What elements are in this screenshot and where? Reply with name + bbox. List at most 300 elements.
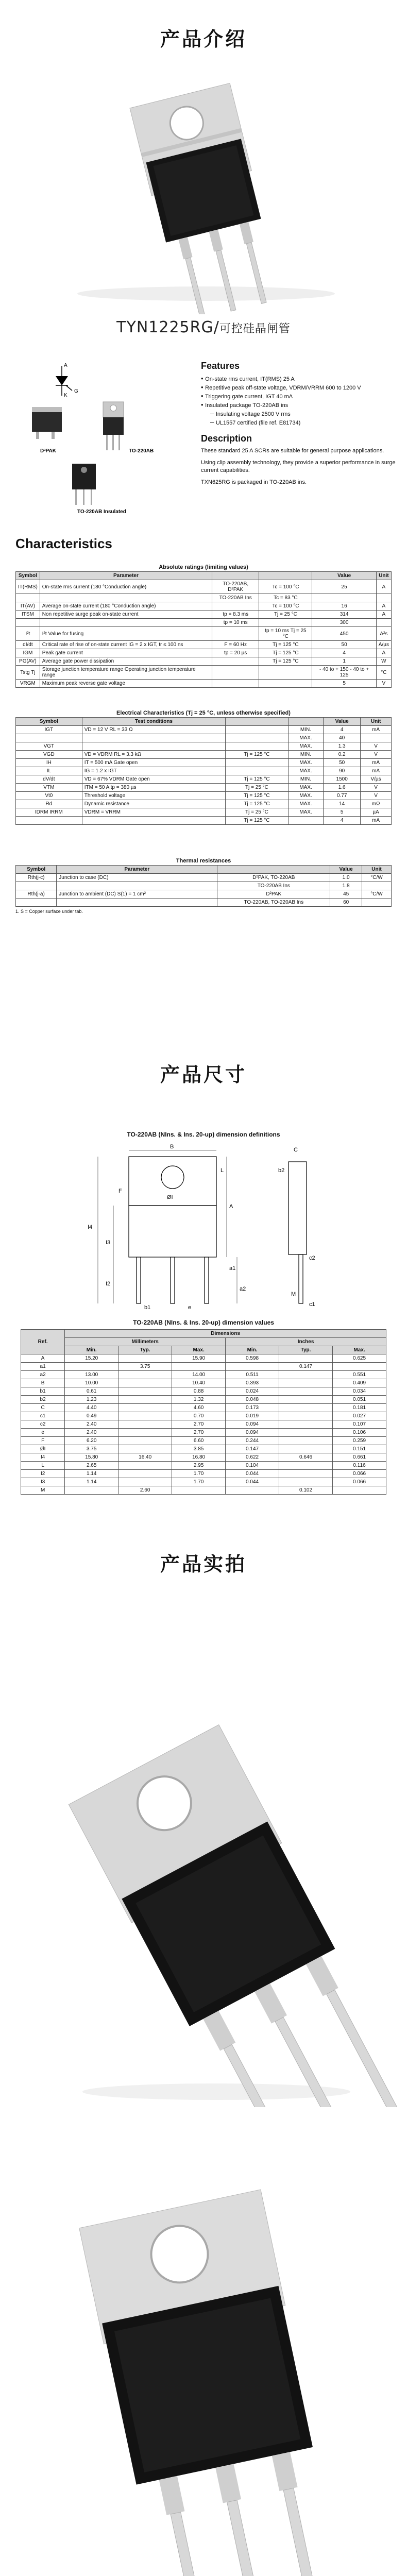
table-row [21,1412,386,1420]
table-row [16,874,392,882]
table-cell: 1.3 [324,742,361,751]
table-cell: 300 [312,619,376,627]
table-cell: Tj = 125 °C [226,792,289,800]
table-row [16,649,392,657]
abs-table [15,571,392,688]
table-cell [118,1478,172,1486]
table-cell: 14.00 [172,1371,226,1379]
dim-label-c: C [294,1147,298,1153]
table-cell: 16 [312,602,376,611]
table-row [21,1387,386,1396]
table-cell [16,594,40,602]
product-caption [0,318,407,336]
feature-item: • On-state rms current, IT(RMS) 25 A [201,375,397,383]
table-cell: PG(AV) [16,657,40,666]
scr-symbol [56,363,78,398]
caption-separator: / [213,318,219,336]
table-cell [212,666,259,680]
table-cell: MAX. [288,800,323,808]
table-cell: 1.8 [330,882,362,890]
table-cell: 0.393 [226,1379,279,1387]
table-cell: tp = 10 ms [212,619,259,627]
table-cell: I2 [21,1470,65,1478]
table-row [16,580,392,594]
table-cell: 10.00 [65,1379,118,1387]
characteristics-heading: Characteristics [15,536,112,551]
table-cell [226,1363,279,1371]
table-cell: 4.60 [172,1404,226,1412]
feature-subitem: – Insulating voltage 2500 V rms [201,410,397,418]
table-cell [333,1486,386,1495]
table-row [16,726,392,734]
table-cell: Non repetitive surge peak on-state current [40,611,212,619]
table-header-cell: Parameter [57,866,217,874]
table-cell: F = 60 Hz [212,641,259,649]
table-cell [376,619,391,627]
table-cell: 0.106 [333,1429,386,1437]
table-cell: A [376,602,391,611]
table-cell: 0.034 [333,1387,386,1396]
table-row [21,1478,386,1486]
table-cell: ITSM [16,611,40,619]
table-row [16,657,392,666]
photo-title: 产品实拍 [160,1553,247,1575]
table-cell [226,1486,279,1495]
table-cell: IH [16,759,82,767]
table-cell [212,602,259,611]
table-cell: Average on-state current (180 °Conduction angle) [40,602,212,611]
dimension-table [21,1329,386,1495]
table-cell: Dynamic resistance [82,800,225,808]
table-cell: 0.61 [65,1387,118,1396]
dpak-package-icon [32,407,62,454]
feature-item: • Repetitive peak off-state voltage, VDRM/VRRM 600 to 1200 V [201,383,397,392]
table-cell [118,1387,172,1396]
table-header-cell: Value [312,572,376,580]
table-cell: mA [361,726,392,734]
table-cell: VGT [16,742,82,751]
table-cell: Average gate power dissipation [40,657,212,666]
table-cell: VGD [16,751,82,759]
table-cell: VTM [16,784,82,792]
table-cell: MAX. [288,784,323,792]
table-row [16,767,392,775]
table-cell [279,1387,333,1396]
package-illustrations [21,361,160,515]
table-cell: A [376,580,391,594]
table-row [21,1379,386,1387]
table-cell [212,627,259,641]
table-cell: IT(AV) [16,602,40,611]
table-cell [279,1462,333,1470]
table-cell: 0.019 [226,1412,279,1420]
dim-label-l: L [221,1167,224,1174]
dim-ref-header: Ref. [21,1330,65,1354]
table-cell: Rd [16,800,82,808]
table-cell: I²t [16,627,40,641]
table-row [16,666,392,680]
table-row [16,800,392,808]
dim-col-header: Min. [226,1346,279,1354]
to220ab-label: TO-220AB [129,448,154,454]
size-section [0,1059,407,1087]
table-cell: 3.85 [172,1445,226,1453]
table-header-cell [217,866,330,874]
table-cell: tp = 20 µs [212,649,259,657]
table-cell: 0.77 [324,792,361,800]
table-cell: Tj = 25 °C [226,808,289,817]
table-cell [65,1363,118,1371]
dim-label-i2: I2 [106,1281,111,1287]
table-cell: °C [376,666,391,680]
table-cell: 1.0 [330,874,362,882]
table-cell: 0.104 [226,1462,279,1470]
table-cell: A [21,1354,65,1363]
table-cell: Tj = 125 °C [226,775,289,784]
table-cell [376,594,391,602]
description-paragraph: TXN625RG is packaged in TO-220AB ins. [201,479,307,485]
table-cell: A²s [376,627,391,641]
product-photo-real-2 [0,2138,407,2576]
symbol-a-label: A [64,363,67,368]
table-cell: IT(RMS) [16,580,40,594]
table-header-cell: Unit [376,572,391,580]
table-cell: 0.107 [333,1420,386,1429]
table-cell: 0.051 [333,1396,386,1404]
table-cell [172,1486,226,1495]
table-row [16,602,392,611]
feature-item: • Triggering gate current, IGT 40 mA [201,392,397,401]
table-cell: 3.75 [65,1445,118,1453]
symbol-k-label: K [64,393,67,398]
table-cell: VRGM [16,680,40,688]
intro-section [0,23,407,52]
dim-label-i3: I3 [106,1240,111,1246]
table-header-cell: Symbol [16,718,82,726]
to220ab-package-icon [103,402,154,454]
photo-section [0,1548,407,1577]
table-cell [118,1379,172,1387]
table-cell: C [21,1404,65,1412]
table-row [16,641,392,649]
table-cell: 1.14 [65,1478,118,1486]
features-block [201,361,397,490]
table-cell: Tj = 25 °C [226,784,289,792]
table-cell: Maximum peak reverse gate voltage [40,680,212,688]
table-row [16,734,392,742]
table-cell: I4 [21,1453,65,1462]
table-row [16,680,392,688]
table-cell: MAX. [288,742,323,751]
table-cell: V [361,751,392,759]
table-cell [288,817,323,825]
table-cell: V [361,784,392,792]
table-cell [40,594,212,602]
table-cell [259,680,312,688]
table-cell: L [21,1462,65,1470]
table-cell [40,619,212,627]
table-cell: 1.70 [172,1478,226,1486]
table-row [16,611,392,619]
table-cell: 0.551 [333,1371,386,1379]
table-cell: 0.116 [333,1462,386,1470]
table-header-cell [288,718,323,726]
table-cell [118,1420,172,1429]
table-cell: Junction to case (DC) [57,874,217,882]
table-row [21,1354,386,1363]
table-cell: mA [361,817,392,825]
dim-mm-header: Millimeters [65,1338,226,1346]
table-cell [212,657,259,666]
table-cell: 4 [324,817,361,825]
table-cell: 2.70 [172,1420,226,1429]
table-cell: On-state rms current (180 °Conduction angle) [40,580,212,594]
table-cell [118,1396,172,1404]
table-header-cell: Symbol [16,866,57,874]
table-cell: IGT [16,726,82,734]
table-row [16,594,392,602]
table-header-cell: Test conditions [82,718,225,726]
intro-title: 产品介绍 [160,28,247,50]
description-paragraph: These standard 25 A SCRs are suitable for general purpose applications. [201,448,384,454]
table-cell: 0.409 [333,1379,386,1387]
product-model-cn: 可控硅晶闸管 [219,323,291,335]
table-cell: 0.147 [226,1445,279,1453]
table-cell [362,899,391,907]
table-cell: V [376,680,391,688]
table-cell: 1 [312,657,376,666]
table-cell: A [376,649,391,657]
table-header-cell: Value [324,718,361,726]
table-row [21,1371,386,1379]
table-cell: Tc = 100 °C [259,602,312,611]
table-cell: W [376,657,391,666]
table-cell: 16.80 [172,1453,226,1462]
table-cell: mA [361,759,392,767]
table-cell: Tj = 125 °C [259,649,312,657]
table-cell [279,1437,333,1445]
table-cell [259,666,312,680]
table-cell: Peak gate current [40,649,212,657]
table-cell: 14 [324,800,361,808]
dim-label-b1: b1 [144,1304,151,1311]
table-cell: b1 [21,1387,65,1396]
table-cell: Rth(j-a) [16,890,57,899]
table-cell: 0.173 [226,1404,279,1412]
table-cell [279,1445,333,1453]
table-cell: 0.048 [226,1396,279,1404]
table-cell [82,817,225,825]
table-cell: 90 [324,767,361,775]
table-cell [279,1379,333,1387]
table-header-cell: Symbol [16,572,40,580]
table-cell: V [361,792,392,800]
table-cell: 50 [312,641,376,649]
dim-label-oi: ØI [167,1194,173,1200]
table-header-cell [212,572,259,580]
table-cell: 0.511 [226,1371,279,1379]
table-cell: 0.88 [172,1387,226,1396]
features-heading: Features [201,361,240,371]
table-cell: dV/dt [16,775,82,784]
table-row [21,1420,386,1429]
thermal-table [15,858,392,914]
table-cell: 2.95 [172,1462,226,1470]
dim-label-a2: a2 [240,1286,246,1292]
table-cell: tp = 8.3 ms [212,611,259,619]
table-cell [333,1363,386,1371]
table-cell [118,1371,172,1379]
table-cell: A/µs [376,641,391,649]
table-cell: 0.181 [333,1404,386,1412]
table-cell: 2.40 [65,1420,118,1429]
table-row [16,751,392,759]
table-cell: VD = 12 V RL = 33 Ω [82,726,225,734]
table-cell: a2 [21,1371,65,1379]
table-cell: 0.044 [226,1470,279,1478]
table-cell [362,882,391,890]
table-cell: b2 [21,1396,65,1404]
dim-col-header: Max. [333,1346,386,1354]
table-cell: MAX. [288,734,323,742]
table-row [21,1462,386,1470]
table-cell: tp = 10 ms Tj = 25 °C [259,627,312,641]
description-heading: Description [201,433,252,444]
table-cell [118,1462,172,1470]
table-cell [118,1437,172,1445]
table-cell: 1.23 [65,1396,118,1404]
table-cell: 314 [312,611,376,619]
table-cell: 0.49 [65,1412,118,1420]
table-cell: 2.70 [172,1429,226,1437]
table-cell: V/µs [361,775,392,784]
table-cell [172,1363,226,1371]
table-row [21,1437,386,1445]
table-cell: - 40 to + 150 - 40 to + 125 [312,666,376,680]
table-cell: c2 [21,1420,65,1429]
description-paragraph: Using clip assembly technology, they provide a superior performance in surge current capabilities. [201,460,396,473]
dim-col-header: Min. [65,1346,118,1354]
table-cell: c1 [21,1412,65,1420]
table-cell: dI/dt [16,641,40,649]
table-row [16,742,392,751]
table-cell: Critical rate of rise of on-state current IG = 2 x IGT, tr ≤ 100 ns [40,641,212,649]
table-header-cell: Unit [362,866,391,874]
table-cell [279,1420,333,1429]
table-cell: 0.622 [226,1453,279,1462]
dim-label-c1: c1 [309,1301,315,1308]
dim-label-f: F [118,1188,122,1194]
table-cell: 15.90 [172,1354,226,1363]
table-row [16,627,392,641]
table-cell: 1.70 [172,1470,226,1478]
table-cell [118,1445,172,1453]
dim-label-a1: a1 [229,1265,236,1272]
table-cell [16,882,57,890]
table-row [21,1429,386,1437]
table-cell: IG = 1.2 x IGT [82,767,225,775]
elec-table [15,717,392,825]
table-cell [361,734,392,742]
table-cell: IGM [16,649,40,657]
table-cell: 15.80 [65,1453,118,1462]
table-cell: TO-220AB Ins [217,882,330,890]
table-cell: e [21,1429,65,1437]
table-cell [226,734,289,742]
table-header-cell [259,572,312,580]
table-cell: 4.40 [65,1404,118,1412]
dimension-drawing [21,1141,386,1311]
table-cell: 0.646 [279,1453,333,1462]
table-cell [16,817,82,825]
table-cell: TO-220AB, D²PAK [212,580,259,594]
table-cell [279,1396,333,1404]
table-cell: Vt0 [16,792,82,800]
table-cell: VD = 67% VDRM Gate open [82,775,225,784]
table-cell: 6.20 [65,1437,118,1445]
product-model: TYN1225RG [116,318,214,336]
table-cell: 45 [330,890,362,899]
table-row [16,899,392,907]
product-photo-main [0,72,407,314]
table-cell: 0.066 [333,1478,386,1486]
table-cell: 0.094 [226,1420,279,1429]
table-cell: F [21,1437,65,1445]
table-cell: Storage junction temperature range Operating junction temperature range [40,666,212,680]
table-cell: Tj = 125 °C [259,657,312,666]
table-cell: 5 [324,808,361,817]
table-cell: Tc = 100 °C [259,580,312,594]
table-cell [118,1429,172,1437]
table-cell: 1.32 [172,1396,226,1404]
table-cell: Junction to ambient (DC) S(1) = 1 cm² [57,890,217,899]
table-row [16,890,392,899]
table-cell [312,594,376,602]
table-cell: MIN. [288,775,323,784]
table-cell [279,1371,333,1379]
table-row [21,1445,386,1453]
table-cell: Rth(j-c) [16,874,57,882]
table-cell [16,619,40,627]
table-cell: 1.14 [65,1470,118,1478]
table-cell: I3 [21,1478,65,1486]
table-cell: TO-220AB Ins [212,594,259,602]
to220ab-ins-label: TO-220AB Insulated [77,509,126,515]
table-cell: Tj = 125 °C [226,817,289,825]
table-header-cell [226,718,289,726]
table-cell: MIN. [288,726,323,734]
table-cell: 5 [312,680,376,688]
table-cell [57,899,217,907]
table-cell: ITM = 50 A tp = 380 µs [82,784,225,792]
table-cell: IT = 500 mA Gate open [82,759,225,767]
table-cell: °C/W [362,874,391,882]
table-cell [279,1429,333,1437]
dim-group-header: Dimensions [65,1330,386,1338]
table-cell: 1500 [324,775,361,784]
dim-col-header: Max. [172,1346,226,1354]
dpak-label: D²PAK [40,448,56,454]
table-cell [279,1354,333,1363]
dim-in-header: Inches [226,1338,386,1346]
table-cell: 3.75 [118,1363,172,1371]
table-cell: 0.625 [333,1354,386,1363]
table-cell [226,742,289,751]
table-cell [118,1404,172,1412]
table-row [16,759,392,767]
table-cell: 0.598 [226,1354,279,1363]
table-header-cell: Parameter [40,572,212,580]
